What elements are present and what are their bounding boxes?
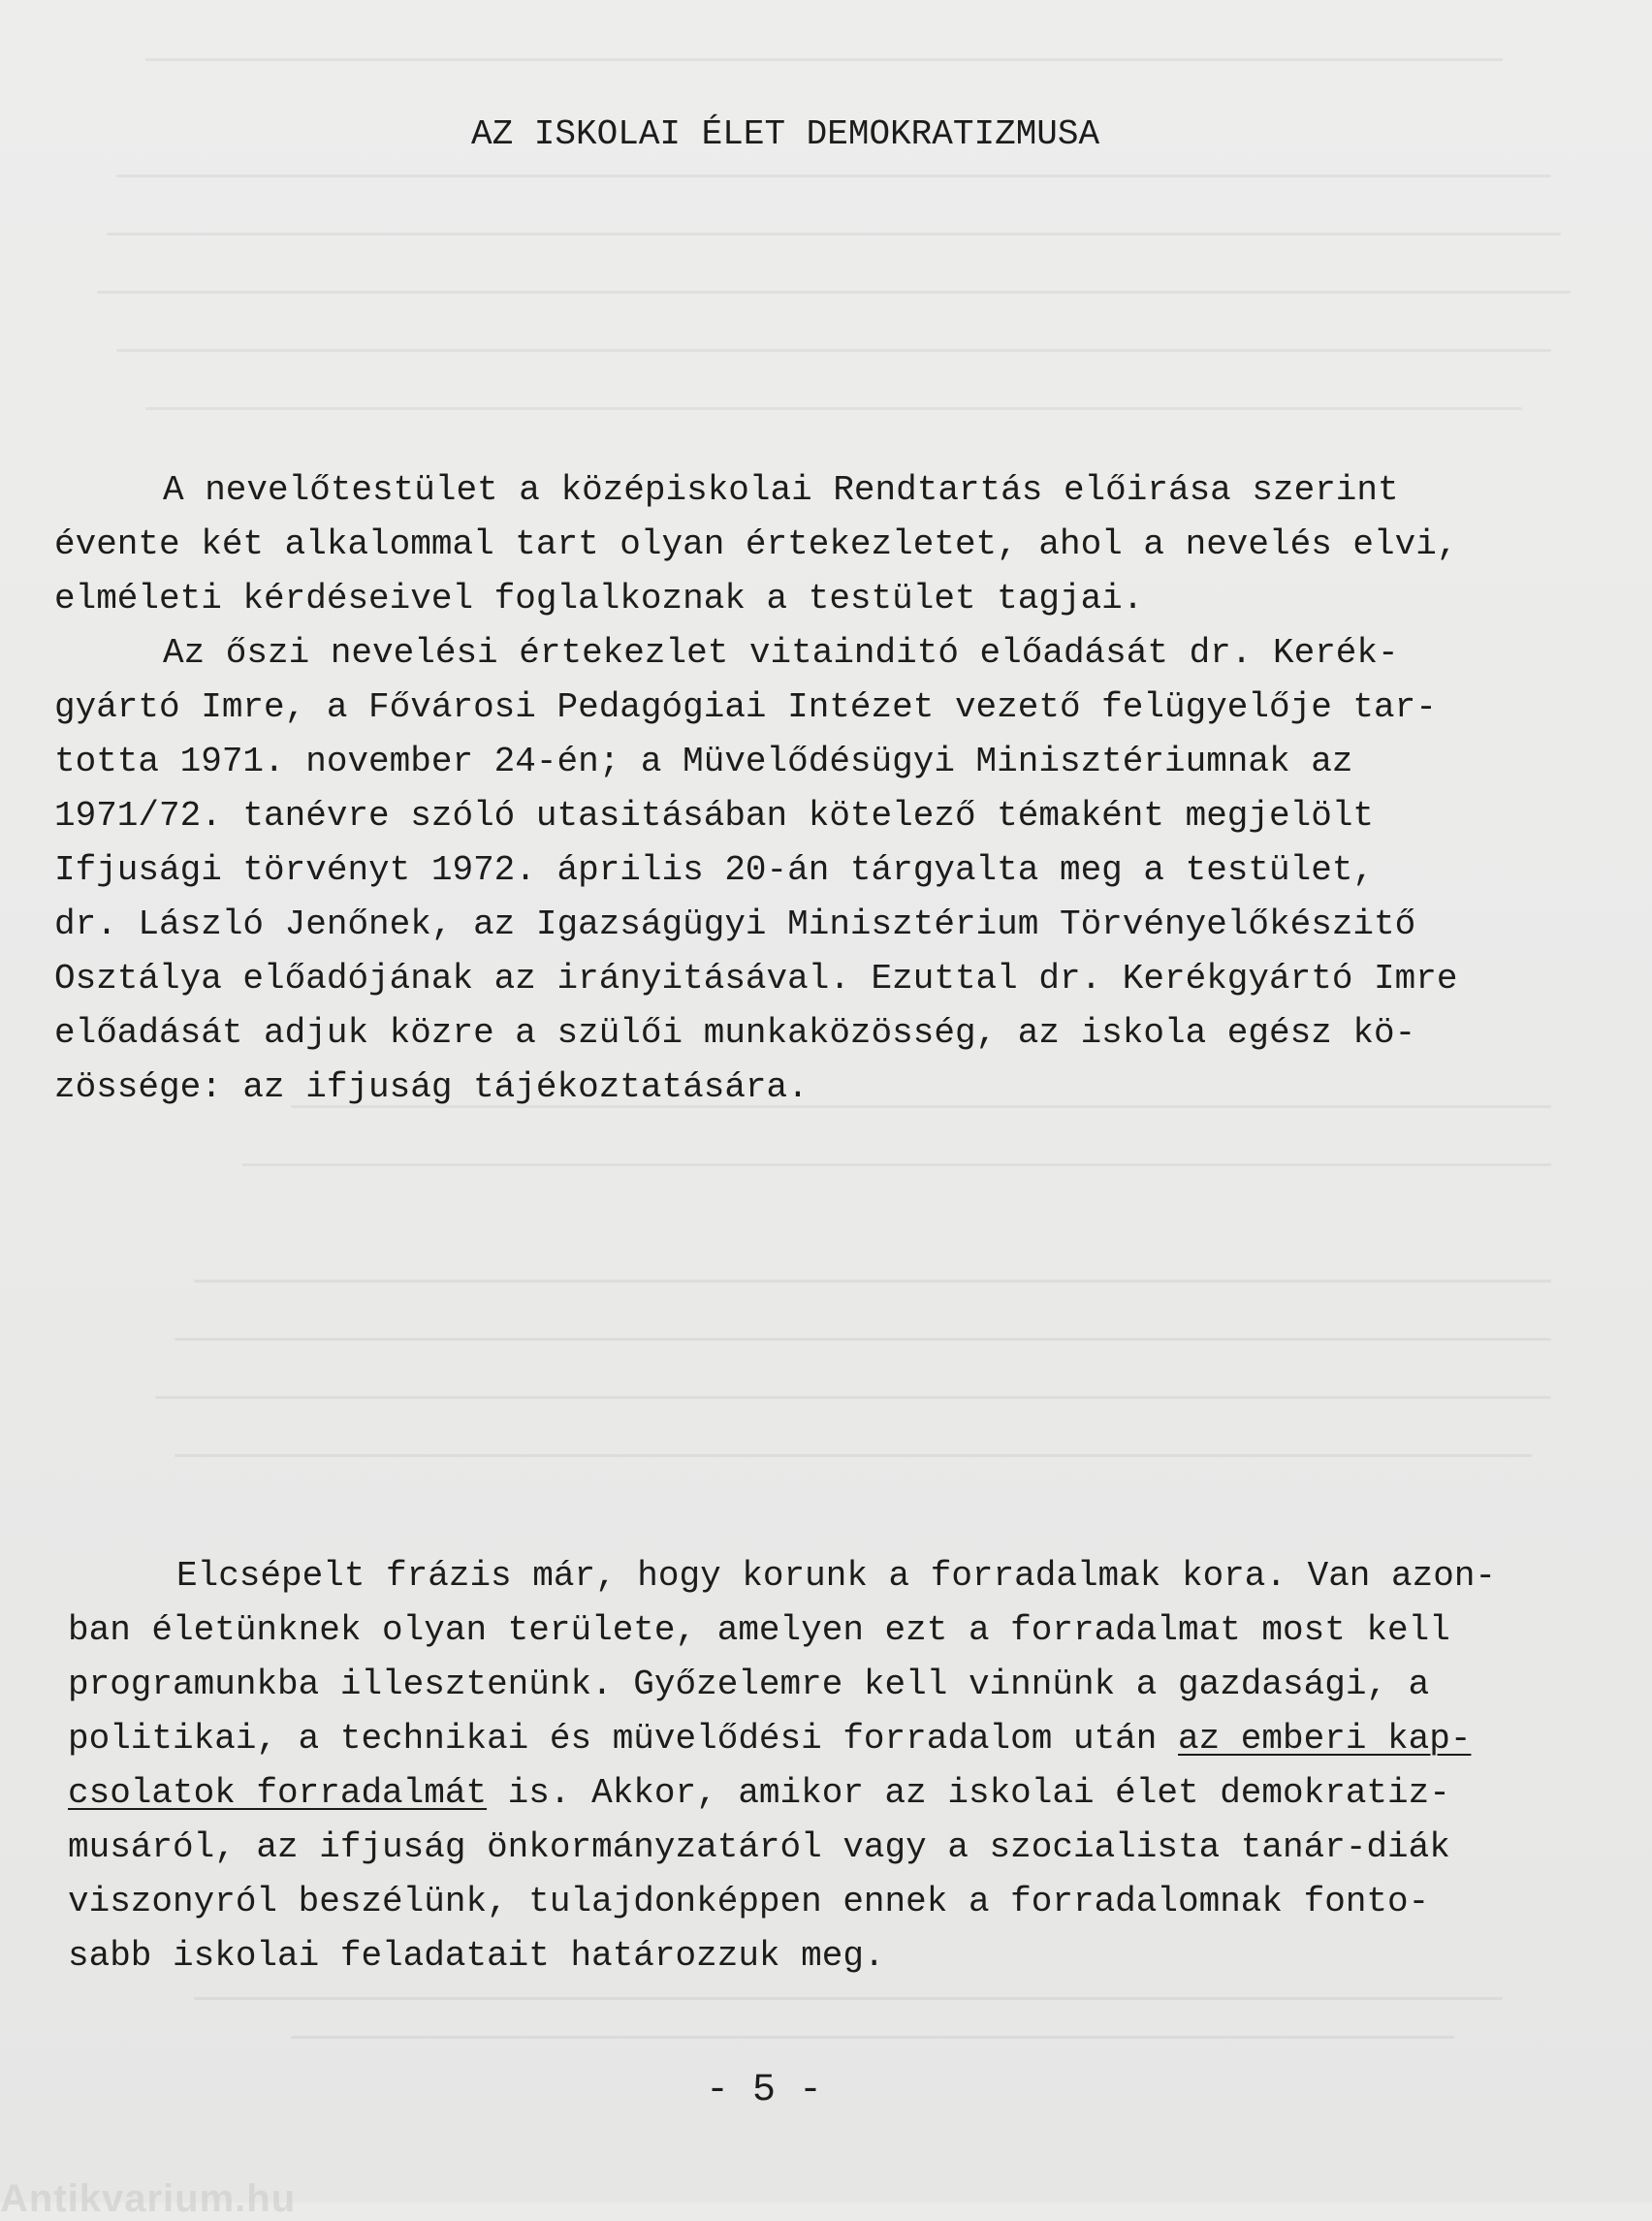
text-line: politikai, a technikai és müvelődési forradalom után az emberi kap- [68,1719,1472,1759]
bleed-through-line [107,233,1561,236]
document-title: AZ ISKOLAI ÉLET DEMOKRATIZMUSA [471,114,1100,154]
bleed-through-line [242,1163,1551,1166]
context-paragraph [54,626,1457,1115]
bleed-through-line [155,1396,1551,1399]
watermark: Antikvarium.hu [0,2177,297,2220]
text-line: programunkba illesztenünk. Győzelemre kell vinnünk a gazdasági, a [68,1665,1430,1704]
bleed-through-line [116,175,1551,177]
bleed-through-line [291,2036,1454,2039]
text-line: dr. László Jenőnek, az Igazságügyi Minisztérium Törvényelőkészitő [54,904,1416,944]
text-line: totta 1971. november 24-én; a Müvelődésügyi Minisztériumnak az [54,742,1353,781]
bleed-through-line [145,58,1503,61]
text-line: előadását adjuk közre a szülői munkaközösség, az iskola egész kö- [54,1013,1416,1053]
text-line: musáról, az ifjuság önkormányzatáról vagy a szocialista tanár-diák [68,1827,1450,1867]
text-line: viszonyról beszélünk, tulajdonképpen ennek a forradalomnak fonto- [68,1882,1430,1921]
body-paragraph [68,1549,1496,1983]
text-line: 1971/72. tanévre szóló utasitásában kötelező témaként megjelölt [54,796,1375,836]
text-line: csolatok forradalmát is. Akkor, amikor az iskolai élet demokratiz- [68,1773,1450,1813]
bleed-through-line [194,1280,1551,1283]
bleed-through-line [175,1454,1532,1457]
bleed-through-line [175,1338,1551,1341]
text-line: Ifjusági törvényt 1972. április 20-án tárgyalta meg a testület, [54,850,1375,890]
bleed-through-line [194,1997,1503,2000]
text-line: Osztálya előadójának az irányitásával. Ezuttal dr. Kerékgyártó Imre [54,959,1458,999]
bleed-through-line [97,291,1571,294]
bleed-through-line [145,407,1522,410]
page-number: - 5 - [706,2069,823,2112]
bleed-through-line [116,349,1551,352]
text-line: zössége: az ifjuság tájékoztatására. [54,1067,809,1107]
text-line: évente két alkalommal tart olyan értekezletet, ahol a nevelés elvi, [54,524,1458,564]
intro-paragraph [54,463,1457,626]
underlined-phrase: az emberi kap- [1178,1719,1472,1759]
text-line: ban életünknek olyan területe, amelyen ezt a forradalmat most kell [68,1610,1450,1650]
text-line: gyártó Imre, a Fővárosi Pedagógiai Intézet vezető felügyelője tar- [54,687,1437,727]
text-line: A nevelőtestület a középiskolai Rendtartás előirása szerint [163,470,1399,510]
text-line: Az őszi nevelési értekezlet vitainditó előadását dr. Kerék- [163,633,1399,673]
text-line: Elcsépelt frázis már, hogy korunk a forradalmak kora. Van azon- [176,1556,1497,1596]
text-line: sabb iskolai feladatait határozzuk meg. [68,1936,885,1976]
underlined-phrase: csolatok forradalmát [68,1773,488,1813]
text-line: elméleti kérdéseivel foglalkoznak a testület tagjai. [54,579,1144,619]
